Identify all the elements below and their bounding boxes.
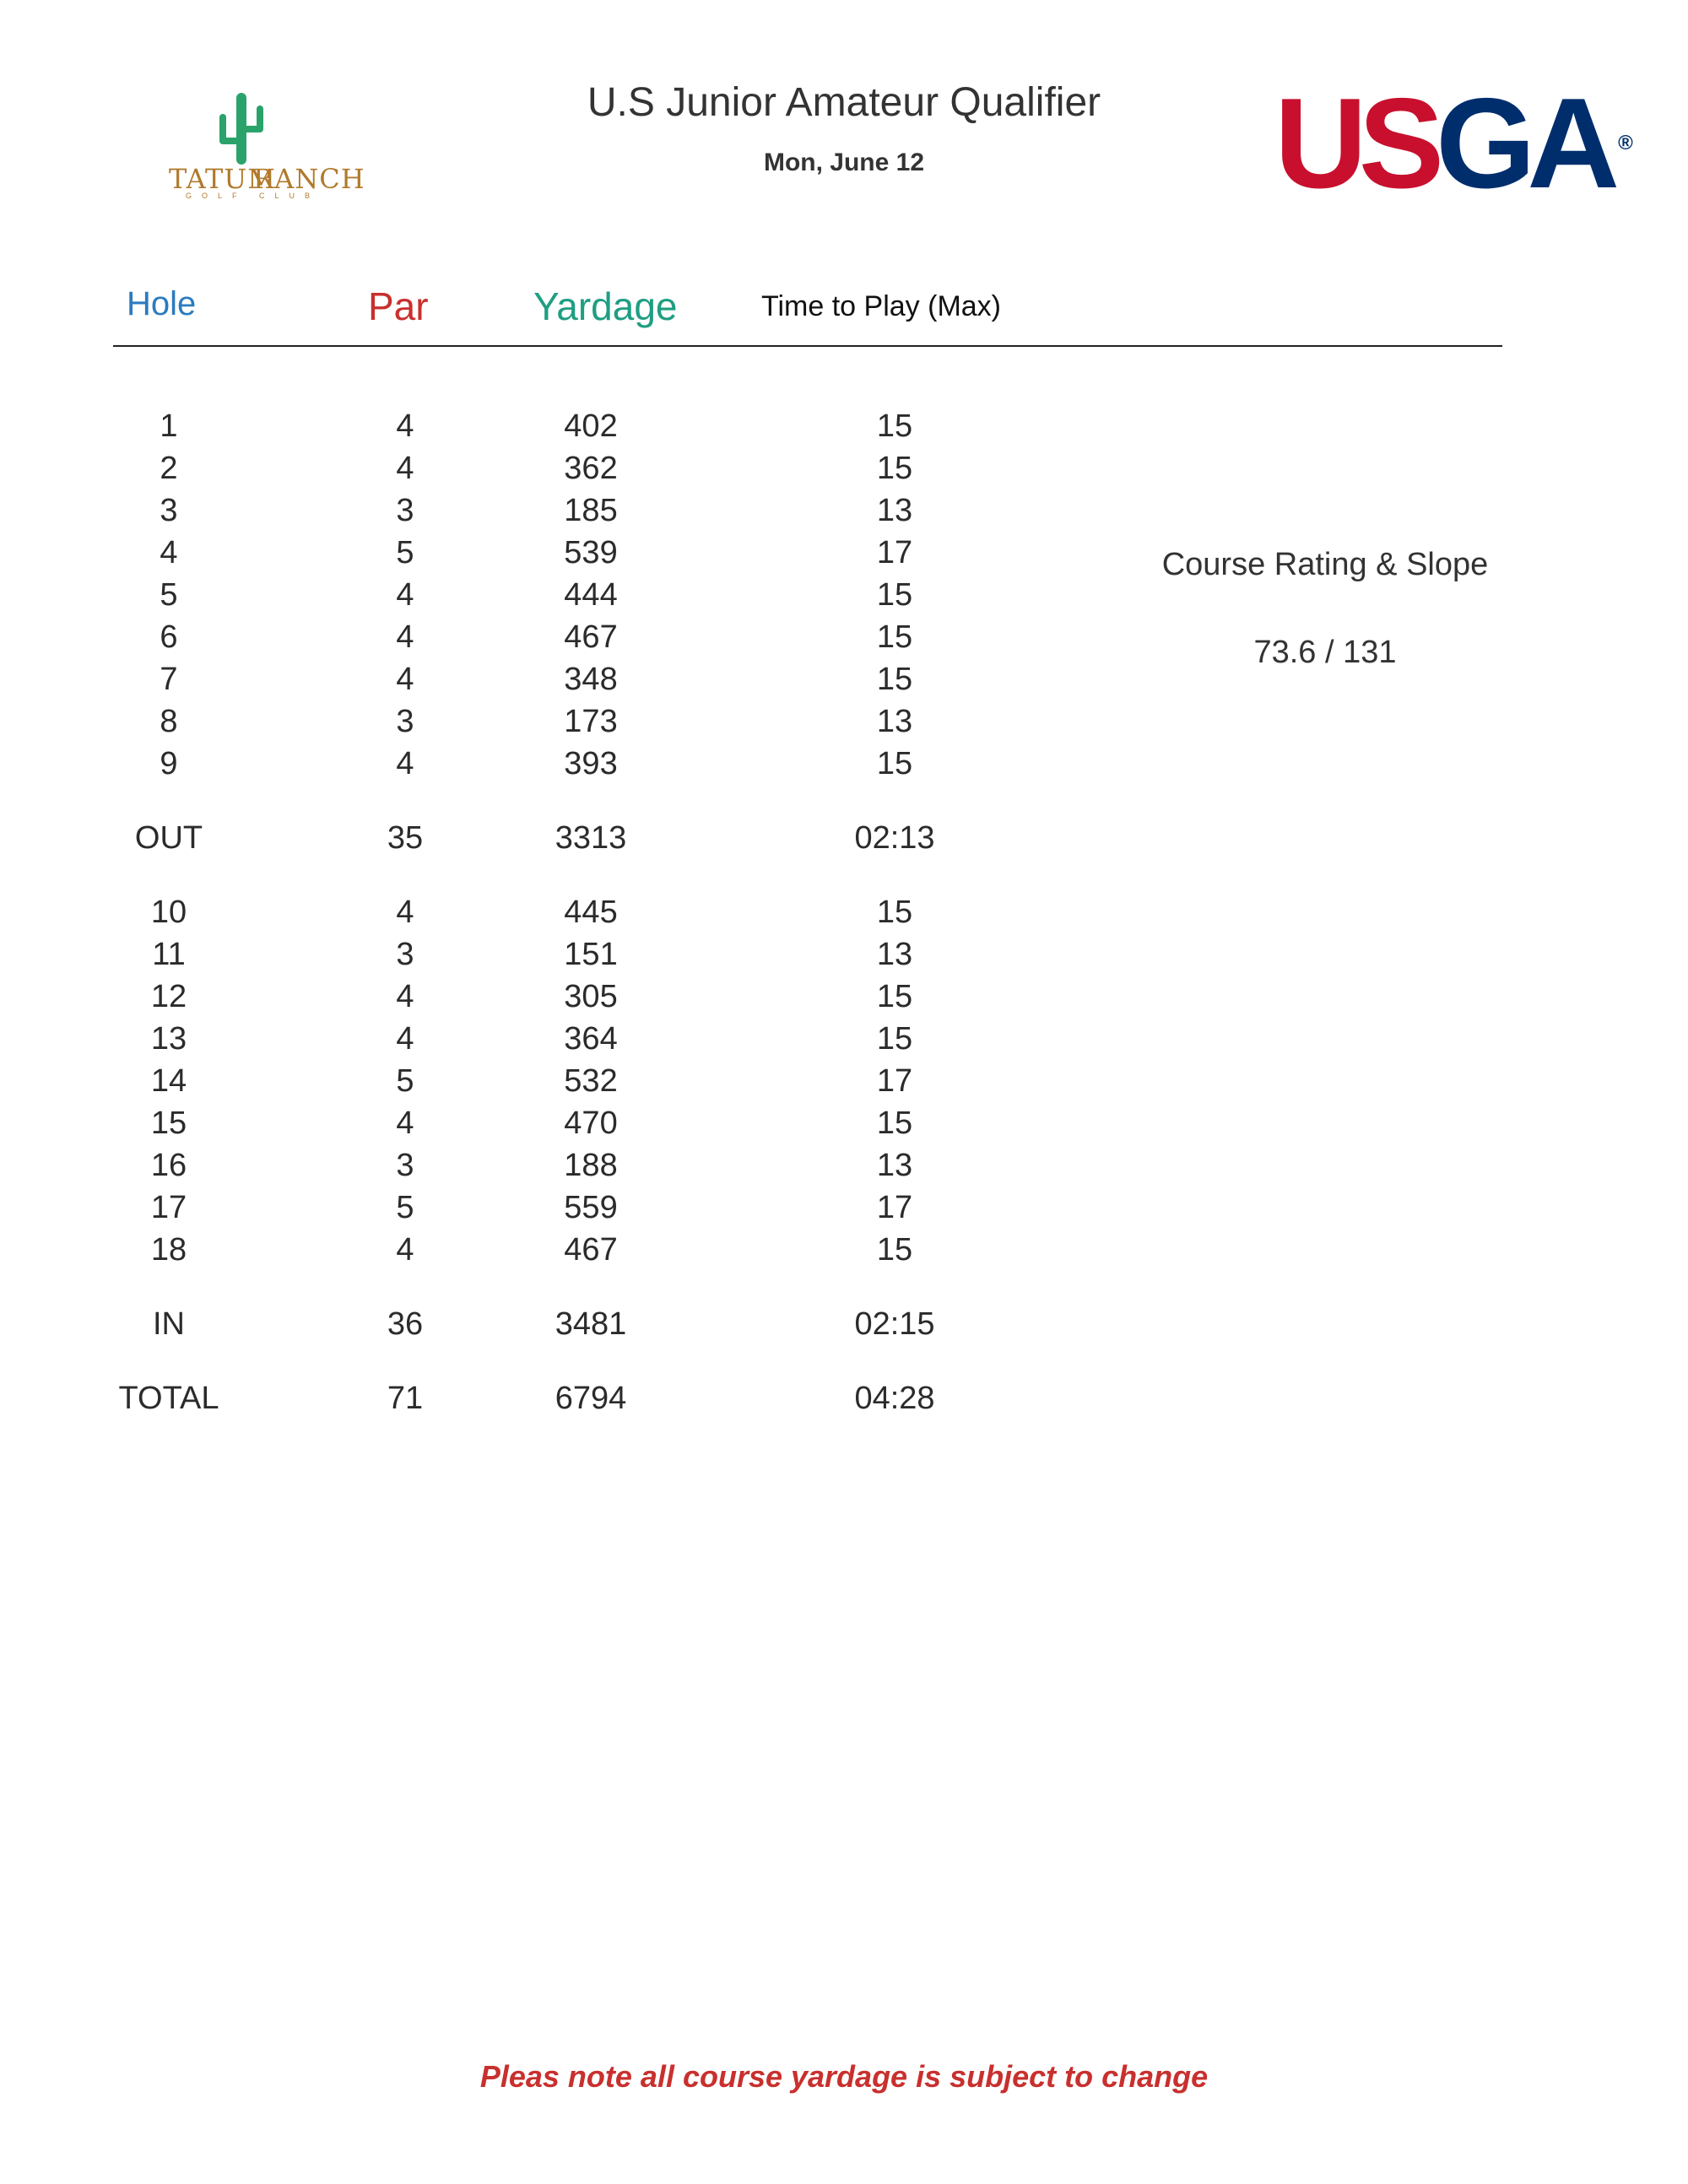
table-row <box>0 535 1097 577</box>
usga-logo-ga: GA <box>1436 72 1612 215</box>
subtotal-time: 02:15 <box>854 1306 935 1342</box>
hole-time: 15 <box>876 746 913 781</box>
usga-logo <box>1274 72 1633 215</box>
table-row <box>0 1021 1097 1063</box>
hole-par: 4 <box>396 408 414 444</box>
total-label: TOTAL <box>118 1381 219 1416</box>
hole-par: 3 <box>396 937 414 972</box>
table-row <box>0 619 1097 662</box>
registered-mark: ® <box>1618 132 1633 154</box>
column-header-hole: Hole <box>127 285 197 322</box>
hole-par: 5 <box>396 1190 414 1225</box>
hole-yardage: 362 <box>564 451 618 486</box>
hole-time: 15 <box>876 979 913 1014</box>
table-row <box>0 577 1097 619</box>
total-yardage: 6794 <box>555 1381 627 1416</box>
hole-par: 3 <box>396 704 414 739</box>
hole-number: 6 <box>160 619 178 655</box>
hole-par: 4 <box>396 577 414 613</box>
hole-time: 17 <box>876 1063 913 1099</box>
total-par: 71 <box>387 1381 424 1416</box>
table-row <box>0 408 1097 451</box>
hole-time: 15 <box>876 408 913 444</box>
hole-number: 1 <box>160 408 178 444</box>
subtotal-time: 02:13 <box>854 820 935 856</box>
hole-par: 4 <box>396 1232 414 1268</box>
hole-time: 15 <box>876 662 913 697</box>
column-header-yardage: Yardage <box>533 284 678 328</box>
subtotal-yardage: 3313 <box>555 820 627 856</box>
total-time: 04:28 <box>854 1381 935 1416</box>
hole-yardage: 532 <box>564 1063 618 1099</box>
hole-number: 14 <box>150 1063 187 1099</box>
hole-yardage: 305 <box>564 979 618 1014</box>
hole-number: 7 <box>160 662 178 697</box>
hole-yardage: 393 <box>564 746 618 781</box>
hole-yardage: 467 <box>564 1232 618 1268</box>
column-header-par: Par <box>368 284 429 328</box>
subtotal-row-out <box>0 820 1097 862</box>
total-row <box>0 1381 1097 1423</box>
hole-yardage: 470 <box>564 1106 618 1141</box>
column-header-time: Time to Play (Max) <box>761 290 1002 322</box>
hole-yardage: 444 <box>564 577 618 613</box>
hole-time: 15 <box>876 577 913 613</box>
table-row <box>0 1063 1097 1106</box>
hole-time: 13 <box>876 704 913 739</box>
course-rating-value: 73.6 / 131 <box>1253 635 1397 670</box>
hole-par: 4 <box>396 619 414 655</box>
table-row <box>0 937 1097 979</box>
table-row <box>0 979 1097 1021</box>
hole-time: 15 <box>876 619 913 655</box>
subtotal-par: 35 <box>387 820 424 856</box>
header-divider <box>113 345 1502 347</box>
tatum-word: TATUM <box>169 163 277 195</box>
hole-par: 4 <box>396 979 414 1014</box>
hole-yardage: 151 <box>564 937 618 972</box>
hole-par: 4 <box>396 1106 414 1141</box>
table-row <box>0 895 1097 937</box>
hole-yardage: 539 <box>564 535 618 570</box>
hole-yardage: 467 <box>564 619 618 655</box>
table-row <box>0 1148 1097 1190</box>
hole-time: 15 <box>876 451 913 486</box>
hole-number: 10 <box>150 895 187 930</box>
hole-par: 4 <box>396 746 414 781</box>
hole-yardage: 445 <box>564 895 618 930</box>
subtotal-label: OUT <box>134 820 203 856</box>
golf-club-word: GOLF CLUB <box>186 192 321 200</box>
hole-number: 8 <box>160 704 178 739</box>
page-title: U.S Junior Amateur Qualifier <box>587 80 1101 125</box>
hole-number: 16 <box>150 1148 187 1183</box>
table-row <box>0 746 1097 788</box>
hole-time: 15 <box>876 1021 913 1057</box>
hole-par: 4 <box>396 1021 414 1057</box>
hole-time: 17 <box>876 535 913 570</box>
table-row <box>0 493 1097 535</box>
hole-par: 4 <box>396 895 414 930</box>
subtotal-yardage: 3481 <box>555 1306 627 1342</box>
hole-number: 15 <box>150 1106 187 1141</box>
hole-yardage: 348 <box>564 662 618 697</box>
usga-logo-us: US <box>1274 72 1436 215</box>
hole-yardage: 402 <box>564 408 618 444</box>
hole-time: 13 <box>876 937 913 972</box>
hole-time: 13 <box>876 493 913 528</box>
hole-yardage: 364 <box>564 1021 618 1057</box>
table-row <box>0 704 1097 746</box>
hole-par: 3 <box>396 1148 414 1183</box>
table-row <box>0 662 1097 704</box>
hole-yardage: 188 <box>564 1148 618 1183</box>
course-rating-label: Course Rating & Slope <box>1161 547 1489 582</box>
hole-number: 9 <box>160 746 178 781</box>
event-date: Mon, June 12 <box>763 149 925 176</box>
table-row <box>0 451 1097 493</box>
hole-number: 12 <box>150 979 187 1014</box>
ranch-word: RANCH <box>253 163 365 195</box>
hole-time: 15 <box>876 1106 913 1141</box>
yardage-disclaimer: Pleas note all course yardage is subject to change <box>479 2059 1209 2094</box>
table-row <box>0 1190 1097 1232</box>
hole-par: 4 <box>396 662 414 697</box>
table-row <box>0 1106 1097 1148</box>
hole-number: 5 <box>160 577 178 613</box>
hole-number: 2 <box>160 451 178 486</box>
hole-yardage: 559 <box>564 1190 618 1225</box>
hole-number: 18 <box>150 1232 187 1268</box>
hole-number: 13 <box>150 1021 187 1057</box>
hole-time: 15 <box>876 1232 913 1268</box>
hole-time: 17 <box>876 1190 913 1225</box>
hole-number: 11 <box>152 937 186 972</box>
hole-time: 15 <box>876 895 913 930</box>
hole-par: 3 <box>396 493 414 528</box>
hole-number: 3 <box>160 493 178 528</box>
subtotal-par: 36 <box>387 1306 424 1342</box>
hole-par: 5 <box>396 535 414 570</box>
table-row <box>0 1232 1097 1274</box>
hole-yardage: 173 <box>564 704 618 739</box>
subtotal-label: IN <box>153 1306 185 1342</box>
hole-number: 4 <box>160 535 178 570</box>
hole-yardage: 185 <box>564 493 618 528</box>
hole-number: 17 <box>150 1190 187 1225</box>
hole-time: 13 <box>876 1148 913 1183</box>
subtotal-row-in <box>0 1306 1097 1349</box>
hole-par: 5 <box>396 1063 414 1099</box>
hole-par: 4 <box>396 451 414 486</box>
